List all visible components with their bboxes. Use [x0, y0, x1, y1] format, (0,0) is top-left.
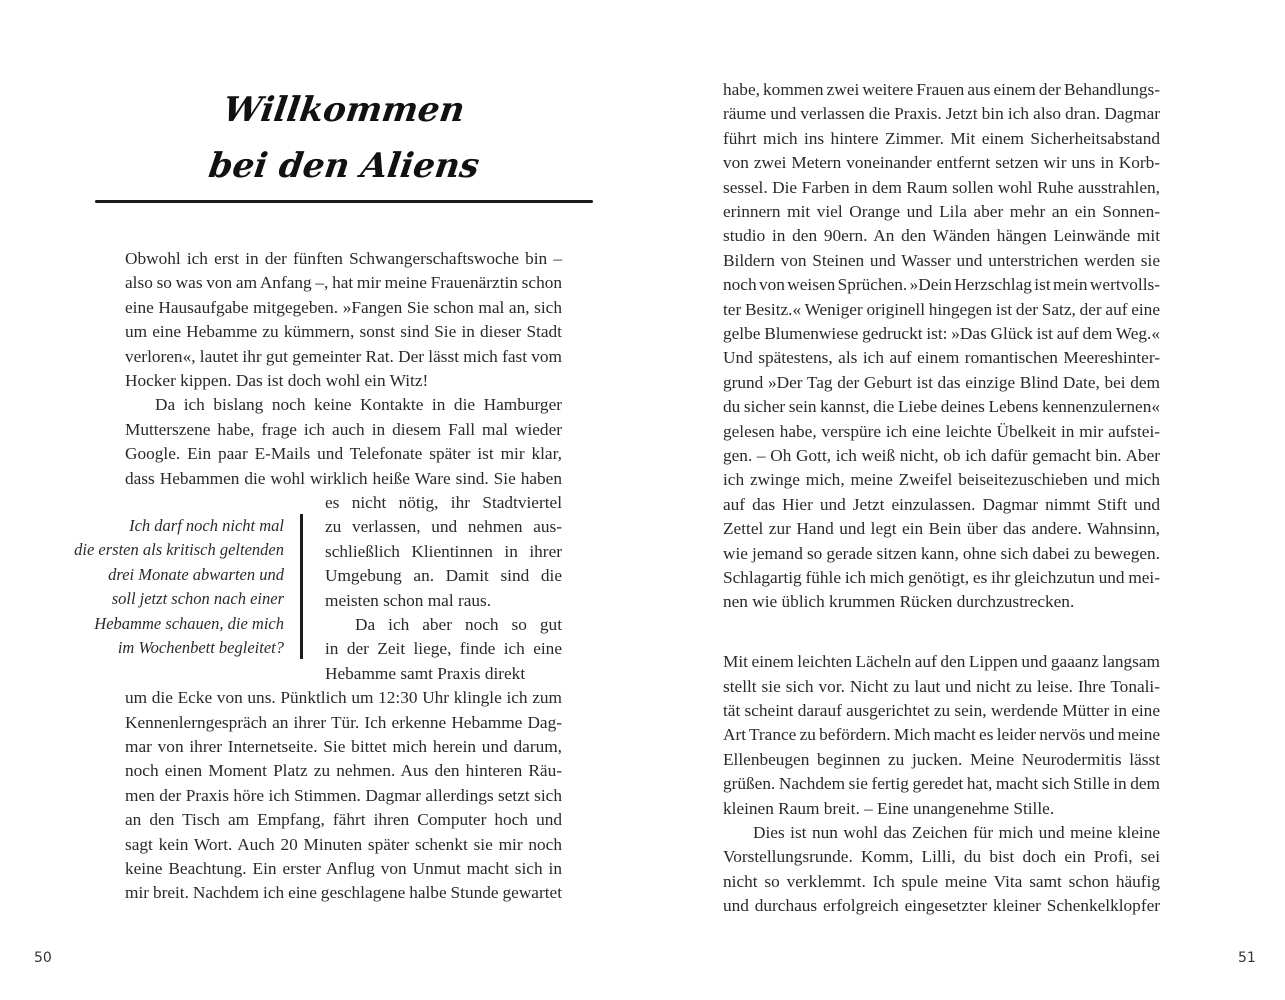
text-line: men der Praxis höre ich Stimmen. Dagmar allerdings setzt sich — [125, 785, 562, 805]
page-number-right: 51 — [1238, 950, 1256, 966]
text-line: mar von ihrer Internetseite. Sie bittet mich herein und darum, — [125, 737, 562, 756]
text-line: grüßen. Nachdem sie fertig geredet hat, macht sich Stille in dem — [723, 774, 1160, 794]
text-line: wie jemand so gerade sitzen kann, ohne sich dabei zu bewegen. — [723, 543, 1160, 563]
text-line: ich zwinge mich, meine Zweifel beiseitezuschieben und mich — [723, 470, 1160, 490]
text-line: gen. – Oh Gott, ich weiß nicht, ob ich dafür gemacht bin. Aber — [723, 446, 1160, 465]
text-line: sessel. Die Farben in dem Raum sollen wohl Ruhe ausstrahlen, — [723, 177, 1160, 197]
pullquote-bar — [300, 514, 303, 659]
text-line: also so was von am Anfang –, hat mir meine Frauenärztin schon — [125, 273, 562, 293]
text-line: studio in den 90ern. An den Wänden hängen Leinwände mit — [723, 226, 1160, 246]
chapter-title-line-1: Willkommen — [220, 90, 468, 130]
text-line: Hocker kippen. Das ist doch wohl ein Witz! — [125, 371, 429, 390]
text-line: meisten schon mal raus. — [325, 590, 492, 610]
text-line: Ellenbeugen beginnen zu jucken. Meine Neurodermitis lässt — [723, 749, 1160, 769]
text-line: gelesen habe, verspüre ich eine leichte Übelkeit in mir aufstei- — [723, 421, 1160, 441]
text-line: Google. Ein paar E-Mails und Telefonate später ist mir klar, — [125, 444, 562, 464]
text-line: Und spätestens, als ich auf einem romantischen Meereshinter- — [723, 348, 1160, 368]
chapter-title — [95, 82, 593, 194]
text-line: Da ich bislang noch keine Kontakte in die Hamburger — [155, 395, 562, 415]
text-line: keine Beachtung. Ein erster Anflug von Unmut macht sich in — [125, 859, 562, 878]
page-number-left: 50 — [34, 950, 52, 966]
title-divider — [95, 200, 593, 203]
text-line: sagt kein Wort. Auch 20 Minuten später schenkt sie mir noch — [125, 834, 562, 854]
text-line: Umgebung an. Damit sind die — [325, 566, 562, 586]
text-line: Obwohl ich erst in der fünften Schwangerschaftswoche bin – — [125, 249, 562, 268]
pullquote-line: drei Monate abwarten und — [108, 564, 284, 584]
text-line: du sicher sein kannst, die Liebe deines Lebens kennenzulernen« — [723, 397, 1160, 417]
text-line: schließlich Klientinnen in ihrer — [325, 541, 562, 561]
text-line: in der Zeit liege, finde ich eine — [325, 639, 562, 659]
text-line: stellt sie sich vor. Nicht zu laut und nicht zu leise. Ihre Tonali- — [723, 676, 1160, 696]
text-line: um eine Hebamme zu kümmern, sonst sind Sie in dieser Stadt — [125, 322, 562, 342]
text-line: Hebamme samt Praxis direkt — [325, 663, 526, 683]
text-line: erinnern mit viel Orange und Lila aber mehr an ein Sonnen- — [723, 202, 1160, 221]
pullquote-line: Ich darf noch nicht mal — [129, 516, 284, 535]
text-line: Dies ist nun wohl das Zeichen für mich und meine kleine — [753, 822, 1160, 842]
text-line: Zettel zur Hand und legt ein Bein über das andere. Wahnsinn, — [723, 519, 1160, 539]
text-line: Kennenlerngespräch an ihrer Tür. Ich erkenne Hebamme Dag- — [125, 712, 562, 732]
text-line: nicht so verklemmt. Ich spule meine Vita samt schon häufig — [723, 871, 1160, 891]
chapter-title-line-2: bei den Aliens — [206, 146, 482, 186]
text-line: habe, kommen zwei weitere Frauen aus einem der Behandlungs- — [723, 80, 1160, 99]
text-line: Mutterszene habe, frage ich auch in diesem Fall mal wieder — [125, 419, 562, 439]
text-line: eine Hausaufgabe mitgegeben. »Fangen Sie schon mal an, sich — [125, 297, 562, 317]
text-line: auf das Hier und Jetzt einzulassen. Dagmar nimmt Stift und — [723, 494, 1160, 514]
text-line: Bildern von Steinen und Wasser und unterstrichen werden sie — [723, 250, 1160, 270]
text-line: noch einen Moment Platz zu nehmen. Aus den hinteren Räu- — [125, 761, 562, 781]
text-line: es nicht nötig, ihr Stadtviertel — [325, 493, 562, 512]
text-line: zu verlassen, und nehmen aus- — [325, 517, 562, 537]
text-line: gelbe Blumenwiese gedruckt ist: »Das Glück ist auf dem Weg.« — [723, 324, 1160, 343]
right-page — [645, 0, 1285, 1000]
text-line: räume und verlassen die Praxis. Jetzt bin ich also dran. Dagmar — [723, 104, 1160, 124]
pullquote — [52, 514, 284, 660]
pullquote-line: im Wochenbett begleitet? — [117, 637, 284, 657]
text-line: mir breit. Nachdem ich eine geschlagene halbe Stunde gewartet — [125, 883, 562, 903]
pullquote-line: soll jetzt schon nach einer — [111, 589, 284, 609]
text-line: Schlagartig fühle ich mich genötigt, es ihr gleichzutun und mei- — [723, 568, 1160, 587]
text-line: Mit einem leichten Lächeln auf den Lippen und gaaanz langsam — [723, 652, 1160, 672]
text-line: verloren«, lautet ihr gut gemeinter Rat. Der lässt mich fast vom — [125, 346, 562, 366]
text-line: kleinen Raum breit. – Eine unangenehme Stille. — [723, 798, 1055, 818]
text-line: noch von weisen Sprüchen. »Dein Herzschlag ist mein wertvolls- — [723, 275, 1160, 295]
text-line: Vorstellungsrunde. Komm, Lilli, du bist doch ein Profi, sei — [723, 847, 1160, 867]
text-line: von zwei Metern voneinander entfernt setzen wir uns in Korb- — [723, 153, 1160, 173]
text-line: an den Tisch am Empfang, fährt ihren Computer hoch und — [125, 810, 562, 830]
text-line: grund »Der Tag der Geburt ist das einzige Blind Date, bei dem — [723, 372, 1160, 392]
text-line: nen wie üblich krummen Rücken durchzustrecken. — [723, 592, 1075, 612]
text-line: dass Hebammen die wohl wirklich heiße Ware sind. Sie haben — [125, 468, 562, 488]
pullquote-line: die ersten als kritisch geltenden — [74, 540, 284, 560]
left-page — [0, 0, 640, 1000]
right-body-text — [723, 78, 1160, 916]
text-line: ter Besitz.« Weniger originell hingegen ist der Satz, der auf eine — [723, 299, 1160, 319]
text-line: Art Trance zu befördern. Mich macht es leider nervös und meine — [723, 725, 1160, 745]
text-line: führt mich ins hintere Zimmer. Mit einem Sicherheitsabstand — [723, 128, 1160, 148]
pullquote-line: Hebamme schauen, die mich — [94, 613, 284, 633]
text-line: und durchaus erfolgreich eingesetzter kleiner Schenkelklopfer — [723, 896, 1160, 916]
text-line: tät scheint darauf ausgerichtet zu sein, werdende Mütter in eine — [723, 700, 1160, 720]
text-line: Da ich aber noch so gut — [355, 615, 562, 634]
text-line: um die Ecke von uns. Pünktlich um 12:30 Uhr klingle ich zum — [125, 688, 562, 708]
